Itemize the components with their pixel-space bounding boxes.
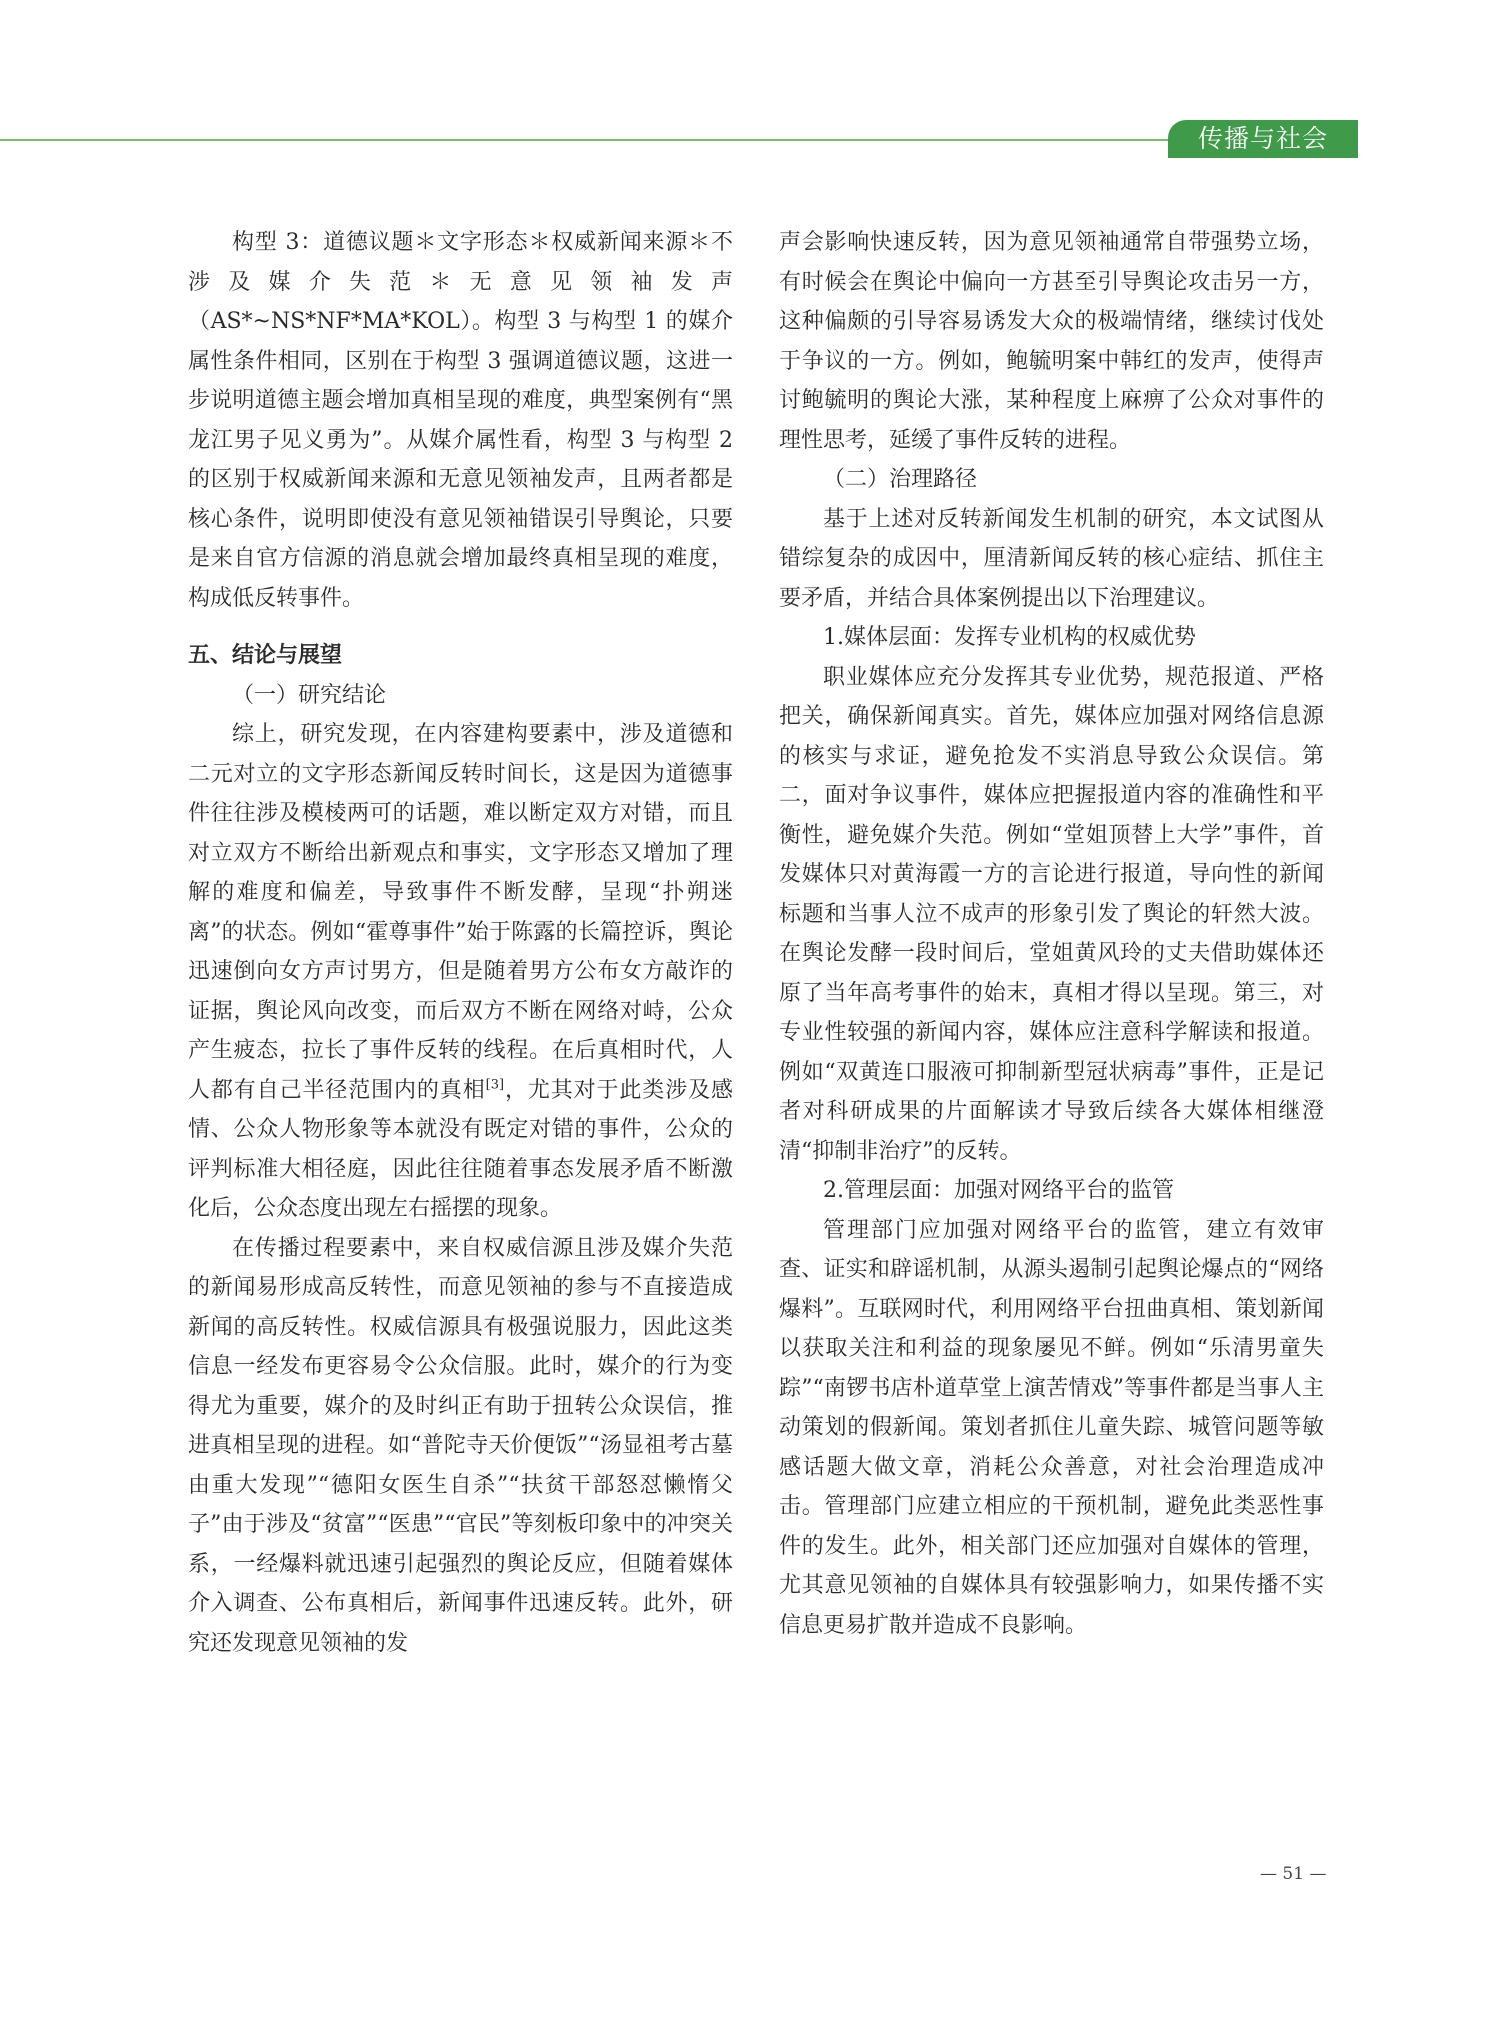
paragraph: 声会影响快速反转，因为意见领袖通常自带强势立场，有时候会在舆论中偏向一方甚至引导舆论攻击另一方，这种偏颇的引导容易诱发大众的极端情绪，继续讨伐处于争议的一方。例如，鲍毓明案中韩红的发声，使得声讨鲍毓明的舆论大涨，某种程度上麻痹了公众对事件的理性思考，延缓了事件反转的进程。: [779, 230, 1324, 453]
subsection-heading: 2.管理层面：加强对网络平台的监管: [823, 1178, 1174, 1203]
page-number: — 51 —: [1260, 1864, 1327, 1884]
header-rule: [0, 139, 1185, 141]
paragraph: 职业媒体应充分发挥其专业优势，规范报道、严格把关，确保新闻真实。首先，媒体应加强对网络信息源的核实与求证，避免抢发不实消息导致公众误信。第二，面对争议事件，媒体应把握报道内容的准确性和平衡性，避免媒介失范。例如“堂姐顶替上大学”事件，首发媒体只对黄海霞一方的言论进行报道，导向性的新闻标题和当事人泣不成声的形象引发了舆论的轩然大波。在舆论发酵一段时间后，堂姐黄风玲的丈夫借助媒体还原了当年高考事件的始末，真相才得以呈现。第三，对专业性较强的新闻内容，媒体应注意科学解读和报道。例如“双黄连口服液可抑制新型冠状病毒”事件，正是记者对科研成果的片面解读才导致后续各大媒体相继澄清“抑制非治疗”的反转。: [779, 664, 1324, 1164]
paragraph: 构型 3：道德议题＊文字形态＊权威新闻来源＊不涉及媒介失范＊无意见领袖发声（AS*~NS*NF*MA*KOL）。构型 3 与构型 1 的媒介属性条件相同，区别在于构型 3 强调道德议题，这进一步说明道德主题会增加真相呈现的难度，典型案例有“黑龙江男子见义勇为”。从媒介属性看，构型 3 与构型 2 的区别于权威新闻来源和无意见领袖发声，且两者都是核心条件，说明即使没有意见领袖错误引导舆论，只要是来自官方信源的消息就会增加最终真相呈现的难度，构成低反转事件。: [188, 230, 733, 611]
citation-ref: [3]: [485, 1077, 505, 1093]
paragraph: 基于上述对反转新闻发生机制的研究，本文试图从错综复杂的成因中，厘清新闻反转的核心症结、抓住主要矛盾，并结合具体案例提出以下治理建议。: [779, 506, 1324, 611]
paragraph: 管理部门应加强对网络平台的监管，建立有效审查、证实和辟谣机制，从源头遏制引起舆论爆点的“网络爆料”。互联网时代，利用网络平台扭曲真相、策划新闻以获取关注和利益的现象屡见不鲜。例如“乐清男童失踪”“南锣书店朴道草堂上演苦情戏”等事件都是当事人主动策划的假新闻。策划者抓住儿童失踪、城管问题等敏感话题大做文章，消耗公众善意，对社会治理造成冲击。管理部门应建立相应的干预机制，避免此类恶性事件的发生。此外，相关部门还应加强对自媒体的管理，尤其意见领袖的自媒体具有较强影响力，如果传播不实信息更易扩散并造成不良影响。: [779, 1217, 1324, 1638]
paragraph: 在传播过程要素中，来自权威信源且涉及媒介失范的新闻易形成高反转性，而意见领袖的参与不直接造成新闻的高反转性。权威信源具有极强说服力，因此这类信息一经发布更容易令公众信服。此时，媒介的行为变得尤为重要，媒介的及时纠正有助于扭转公众误信，推进真相呈现的进程。如“普陀寺天价便饭”“汤显祖考古墓由重大发现”“德阳女医生自杀”“扶贫干部怒怼懒惰父子”由于涉及“贫富”“医患”“官民”等刻板印象中的冲突关系，一经爆料就迅速引起强烈的舆论反应，但随着媒体介入调查、公布真相后，新闻事件迅速反转。此外，研究还发现意见领袖的发: [188, 1235, 733, 1656]
left-column: [188, 223, 733, 1663]
paragraph-text: ，尤其对于此类涉及感情、公众人物形象等本就没有既定对错的事件，公众的评判标准大相径庭，因此往往随着事态发展矛盾不断激化后，公众态度出现左右摇摆的现象。: [188, 1077, 733, 1221]
paragraph: [188, 715, 733, 1229]
subsection-heading: （一）研究结论: [232, 682, 387, 708]
paragraph-text: 综上，研究发现，在内容建构要素中，涉及道德和二元对立的文字形态新闻反转时间长，这是因为道德事件往往涉及模棱两可的话题，难以断定双方对错，而且对立双方不断给出新观点和事实，文字形态又增加了理解的难度和偏差，导致事件不断发酵，呈现“扑朔迷离”的状态。例如“霍尊事件”始于陈露的长篇控诉，舆论迅速倒向女方声讨男方，但是随着男方公布女方敲诈的证据，舆论风向改变，而后双方不断在网络对峙，公众产生疲态，拉长了事件反转的线程。在后真相时代，人人都有自己半径范围内的真相: [188, 722, 733, 1103]
section-title-tab: 传播与社会: [1168, 120, 1358, 158]
subsection-heading: （二）治理路径: [823, 467, 978, 492]
right-column: [779, 223, 1324, 1645]
section-heading: 五、结论与展望: [188, 643, 343, 668]
subsection-heading: 1.媒体层面：发挥专业机构的权威优势: [823, 625, 1196, 650]
